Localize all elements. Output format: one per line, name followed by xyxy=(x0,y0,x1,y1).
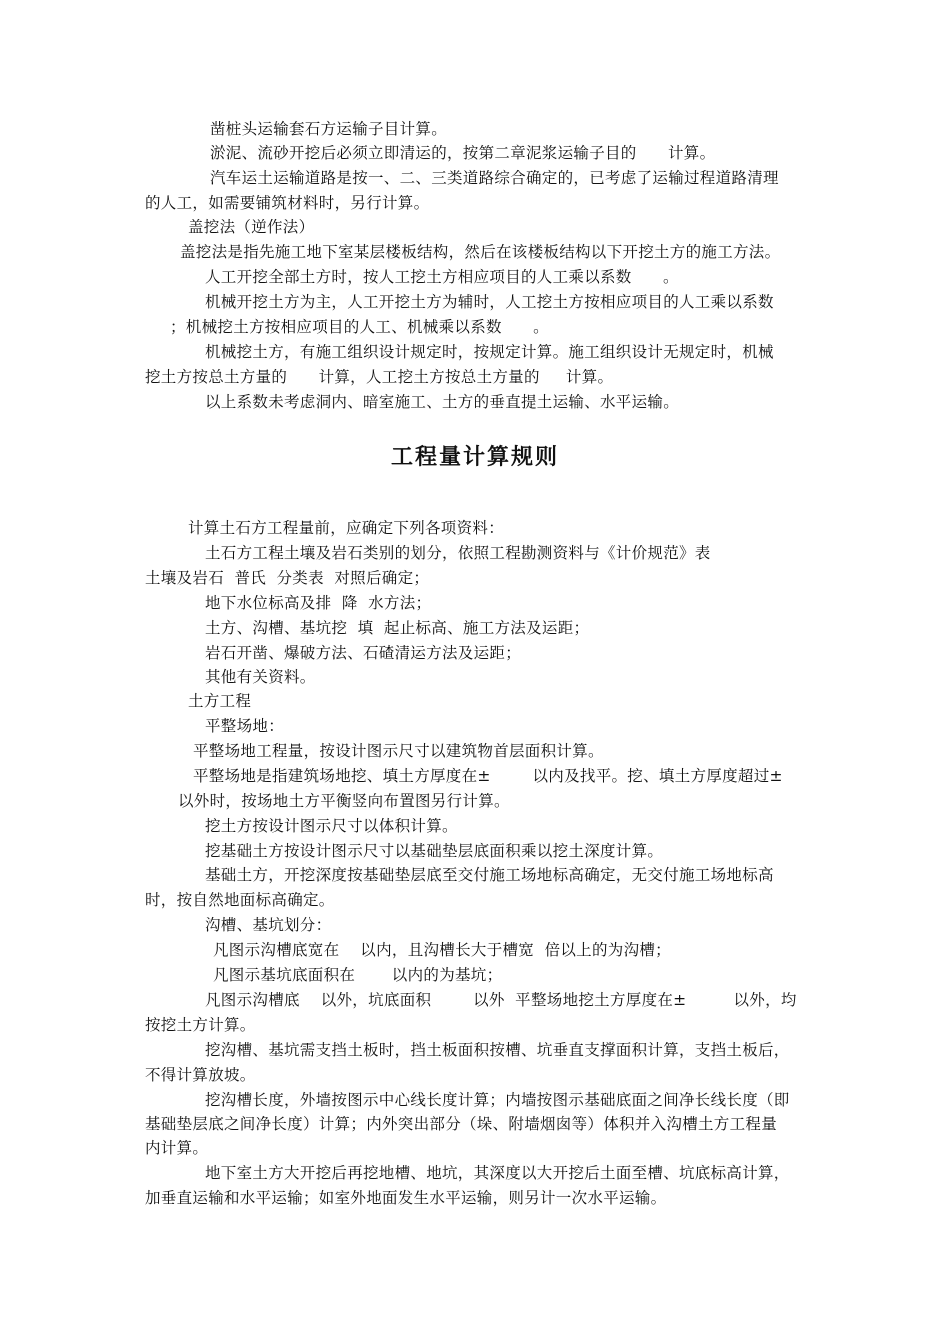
text-line: 人工开挖全部土方时，按人工挖土方相应项目的人工乘以系数 。 xyxy=(205,268,679,286)
subheading: 沟槽、基坑划分： xyxy=(205,916,332,934)
text-line: 挖土方按总土方量的 计算，人工挖土方按总土方量的 计算。 xyxy=(145,368,614,386)
text-line: 平整场地工程量，按设计图示尺寸以建筑物首层面积计算。 xyxy=(193,742,604,760)
text-line: 挖基础土方按设计图示尺寸以基础垫层底面积乘以挖土深度计算。 xyxy=(205,842,664,860)
text-line: 挖沟槽、基坑需支挡土板时，挡土板面积按槽、坑垂直支撑面积计算，支挡土板后， xyxy=(205,1041,790,1059)
text-line: 不得计算放坡。 xyxy=(145,1066,256,1084)
text-line: 盖挖法是指先施工地下室某层楼板结构，然后在该楼板结构以下开挖土方的施工方法。 xyxy=(180,243,781,261)
text-line: 地下水位标高及排 降 水方法； xyxy=(205,594,432,612)
text-line: 土壤及岩石 普氏 分类表 对照后确定； xyxy=(145,569,430,587)
text-line: ；机械挖土方按相应项目的人工、机械乘以系数 。 xyxy=(170,318,549,336)
text-line: 加垂直运输和水平运输；如室外地面发生水平运输，则另计一次水平运输。 xyxy=(145,1189,667,1207)
text-line: 以上系数未考虑洞内、暗室施工、土方的垂直提土运输、水平运输。 xyxy=(205,393,680,411)
subheading: 平整场地： xyxy=(205,717,285,735)
text-line: 土方、沟槽、基坑挖 填 起止标高、施工方法及运距； xyxy=(205,619,590,637)
text-line: 凡图示沟槽底 以外，坑底面积 以外 平整场地挖土方厚度在± 以外，均 xyxy=(205,991,797,1009)
text-line: 以外时，按场地土方平衡竖向布置图另行计算。 xyxy=(178,792,510,810)
subheading: 土方工程 xyxy=(188,692,252,710)
text-line: 机械开挖土方为主，人工开挖土方为辅时，人工挖土方按相应项目的人工乘以系数 xyxy=(205,293,774,311)
section-title: 工程量计算规则 xyxy=(390,444,559,470)
subheading: 盖挖法（逆作法） xyxy=(188,218,315,236)
text-line: 基础垫层底之间净长度）计算；内外突出部分（垛、附墙烟囱等）体积并入沟槽土方工程量 xyxy=(145,1115,778,1133)
text-line: 挖土方按设计图示尺寸以体积计算。 xyxy=(205,817,458,835)
text-line: 的人工，如需要铺筑材料时，另行计算。 xyxy=(145,194,430,212)
text-line: 淤泥、流砂开挖后必须立即清运的，按第二章泥浆运输子目的 计算。 xyxy=(210,144,716,162)
text-line: 地下室土方大开挖后再挖地槽、地坑，其深度以大开挖后土面至槽、坑底标高计算， xyxy=(205,1164,790,1182)
text-line: 岩石开凿、爆破方法、石碴清运方法及运距； xyxy=(205,644,522,662)
text-line: 汽车运土运输道路是按一、二、三类道路综合确定的，已考虑了运输过程道路清理 xyxy=(210,169,779,187)
text-line: 计算土石方工程量前，应确定下列各项资料： xyxy=(188,519,505,537)
text-line: 挖沟槽长度，外墙按图示中心线长度计算；内墙按图示基础底面之间净长线长度（即 xyxy=(205,1091,790,1109)
text-line: 凡图示基坑底面积在 以内的为基坑； xyxy=(213,966,503,984)
text-line: 基础土方，开挖深度按基础垫层底至交付施工场地标高确定，无交付施工场地标高 xyxy=(205,866,774,884)
text-line: 内计算。 xyxy=(145,1139,209,1157)
text-line: 平整场地是指建筑场地挖、填土方厚度在± 以内及找平。挖、填土方厚度超过± xyxy=(193,767,783,785)
text-line: 机械挖土方，有施工组织设计规定时，按规定计算。施工组织设计无规定时，机械 xyxy=(205,343,774,361)
text-line: 凿桩头运输套石方运输子目计算。 xyxy=(210,120,448,138)
text-line: 按挖土方计算。 xyxy=(145,1016,256,1034)
text-line: 其他有关资料。 xyxy=(205,668,316,686)
text-line: 凡图示沟槽底宽在 以内，且沟槽长大于槽宽 倍以上的为沟槽； xyxy=(213,941,671,959)
text-line: 时，按自然地面标高确定。 xyxy=(145,891,335,909)
text-line: 土石方工程土壤及岩石类别的划分，依照工程勘测资料与《计价规范》表 xyxy=(205,544,711,562)
